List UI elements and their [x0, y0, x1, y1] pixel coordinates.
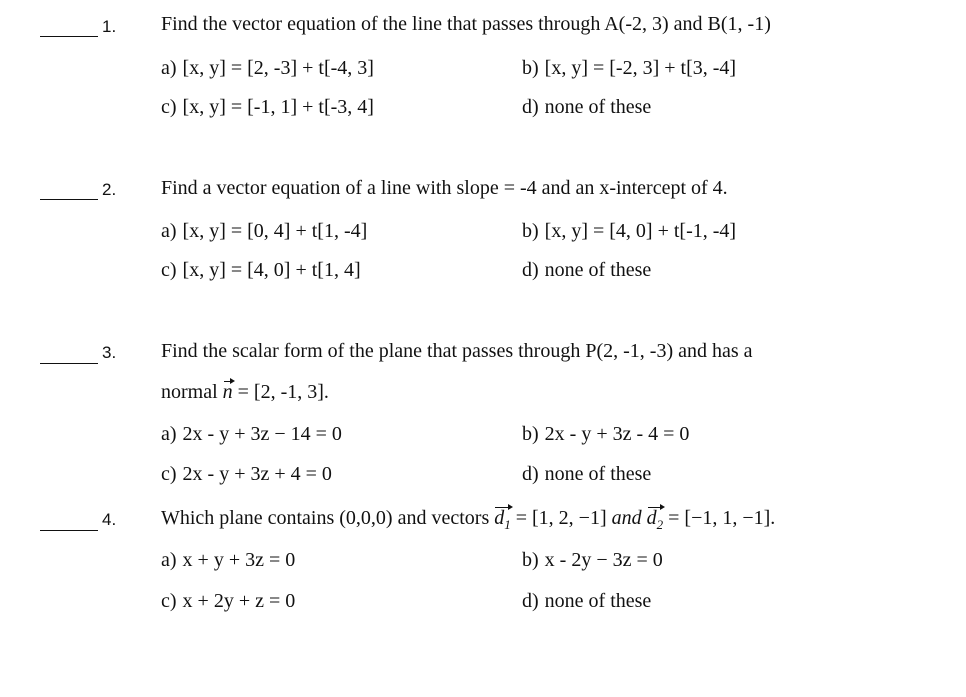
option-c[interactable]: [161, 259, 361, 282]
option-text: none of these: [544, 96, 652, 118]
option-text: [x, y] = [2, -3] + t[-4, 3]: [182, 57, 374, 79]
option-a[interactable]: [161, 220, 367, 243]
option-letter: a): [161, 423, 177, 445]
option-letter: b): [522, 57, 539, 79]
option-a[interactable]: [161, 549, 295, 572]
option-d[interactable]: [522, 259, 651, 282]
answer-blank-2[interactable]: [40, 199, 98, 200]
option-text: [x, y] = [-1, 1] + t[-3, 4]: [182, 96, 374, 118]
option-text: [x, y] = [0, 4] + t[1, -4]: [182, 220, 368, 242]
option-d[interactable]: [522, 463, 651, 486]
option-text: 2x - y + 3z − 14 = 0: [182, 423, 342, 445]
stem-text: = [2, -1, 3].: [232, 381, 329, 403]
option-letter: d): [522, 259, 539, 281]
option-b[interactable]: [522, 423, 689, 446]
question-stem-line-2: [161, 381, 329, 404]
option-letter: a): [161, 549, 177, 571]
vector-base: d: [646, 507, 657, 529]
question-number: 1.: [102, 17, 117, 36]
option-text: 2x - y + 3z - 4 = 0: [544, 423, 690, 445]
vector-d1-symbol: [494, 507, 511, 533]
option-letter: d): [522, 590, 539, 612]
option-letter: b): [522, 423, 539, 445]
answer-blank-4[interactable]: [40, 530, 98, 531]
option-letter: c): [161, 96, 177, 118]
vector-subscript: 1: [504, 517, 511, 532]
question-stem: [161, 507, 775, 533]
vector-base: d: [494, 507, 505, 529]
option-letter: b): [522, 220, 539, 242]
option-text: [x, y] = [4, 0] + t[-1, -4]: [544, 220, 737, 242]
question-stem-line-1: Find the scalar form of the plane that passes through P(2, -1, -3) and has a: [161, 340, 753, 362]
option-letter: c): [161, 463, 177, 485]
question-stem: Find a vector equation of a line with slope = -4 and an x-intercept of 4.: [161, 177, 728, 199]
option-c[interactable]: [161, 96, 374, 119]
option-text: none of these: [544, 259, 652, 281]
answer-blank-3[interactable]: [40, 363, 98, 364]
option-b[interactable]: [522, 220, 736, 243]
vector-d2-symbol: [647, 507, 664, 533]
option-c[interactable]: [161, 463, 332, 486]
option-letter: a): [161, 57, 177, 79]
answer-blank-1[interactable]: [40, 36, 98, 37]
vector-value: = [1, 2, −1]: [510, 507, 612, 529]
connector-word: and: [611, 507, 642, 529]
normal-vector-symbol: n: [222, 381, 233, 403]
option-letter: c): [161, 259, 177, 281]
vector-value: = [−1, 1, −1].: [663, 507, 776, 529]
option-letter: d): [522, 463, 539, 485]
option-d[interactable]: [522, 590, 651, 613]
option-d[interactable]: [522, 96, 651, 119]
question-number: 3.: [102, 343, 117, 362]
option-text: 2x - y + 3z + 4 = 0: [182, 463, 332, 485]
option-text: none of these: [544, 590, 652, 612]
option-letter: c): [161, 590, 177, 612]
option-text: x - 2y − 3z = 0: [544, 549, 663, 571]
option-text: none of these: [544, 463, 652, 485]
question-number: 2.: [102, 180, 117, 199]
option-c[interactable]: [161, 590, 295, 613]
question-stem: Find the vector equation of the line that passes through A(-2, 3) and B(1, -1): [161, 13, 771, 35]
stem-text: normal: [161, 381, 223, 403]
option-text: [x, y] = [4, 0] + t[1, 4]: [182, 259, 361, 281]
question-number: 4.: [102, 510, 117, 529]
stem-text: Which plane contains (0,0,0) and vectors: [161, 507, 495, 529]
option-a[interactable]: [161, 423, 342, 446]
option-text: x + 2y + z = 0: [182, 590, 296, 612]
option-text: [x, y] = [-2, 3] + t[3, -4]: [544, 57, 737, 79]
option-text: x + y + 3z = 0: [182, 549, 296, 571]
option-b[interactable]: [522, 57, 736, 80]
option-b[interactable]: [522, 549, 663, 572]
vector-subscript: 2: [656, 517, 664, 532]
option-letter: a): [161, 220, 177, 242]
option-a[interactable]: [161, 57, 374, 80]
option-letter: b): [522, 549, 539, 571]
option-letter: d): [522, 96, 539, 118]
